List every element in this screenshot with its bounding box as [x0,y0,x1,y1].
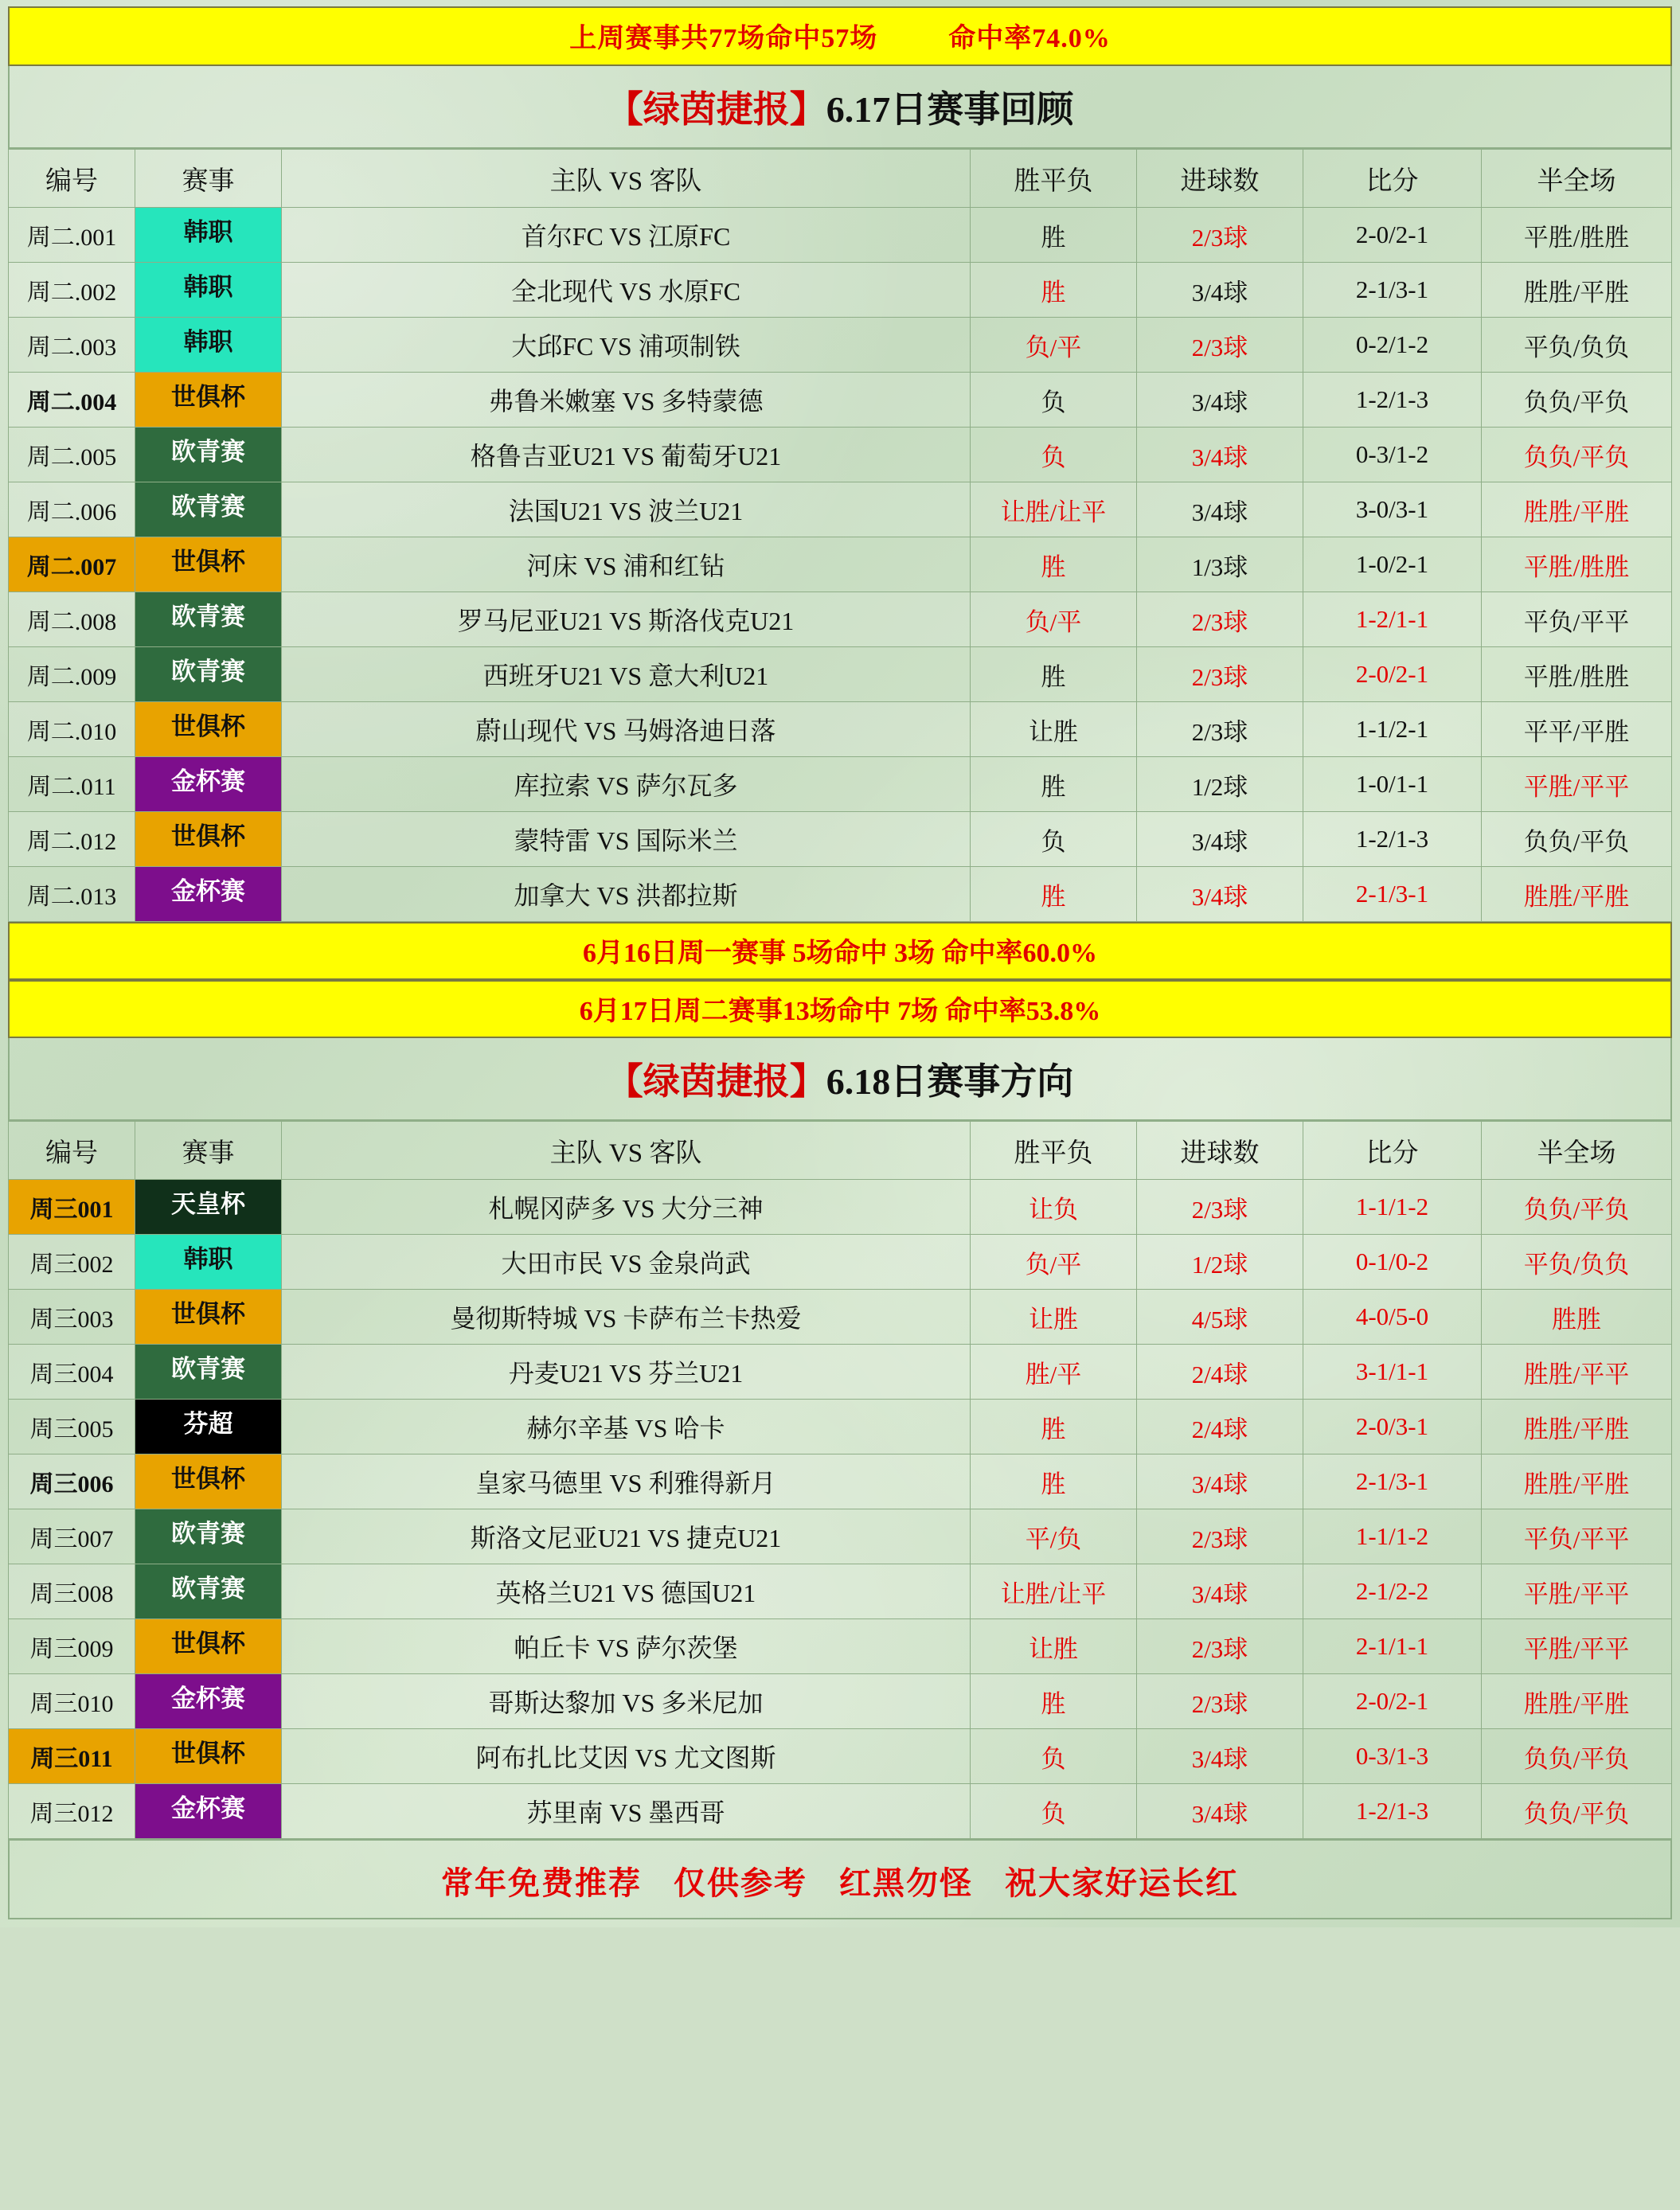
league-badge: 金杯赛 [135,1674,281,1728]
row-halftime-pick: 负负/平负 [1482,1729,1672,1784]
row-match: 法国U21 VS 波兰U21 [282,482,971,537]
row-score-pick: 1-0/1-1 [1303,757,1482,812]
row-score-pick: 1-1/2-1 [1303,702,1482,757]
table-row [9,1345,1672,1400]
row-league [135,1235,282,1290]
row-result-pick: 让胜/让平 [971,1564,1137,1619]
table-row [9,1729,1672,1784]
row-goals-pick: 4/5球 [1137,1290,1303,1345]
row-match: 西班牙U21 VS 意大利U21 [282,647,971,702]
row-number: 周二.011 [9,757,135,812]
row-halftime-pick: 平胜/胜胜 [1482,537,1672,592]
league-badge: 世俱杯 [135,1619,281,1673]
league-badge: 世俱杯 [135,1454,281,1509]
header-score: 比分 [1303,150,1482,208]
row-match: 库拉索 VS 萨尔瓦多 [282,757,971,812]
league-badge: 欧青赛 [135,428,281,482]
row-score-pick: 1-2/1-3 [1303,373,1482,428]
row-goals-pick: 1/2球 [1137,757,1303,812]
league-badge: 世俱杯 [135,812,281,866]
row-halftime-pick: 负负/平负 [1482,812,1672,867]
table-row [9,592,1672,647]
row-score-pick: 3-1/1-1 [1303,1345,1482,1400]
league-badge: 欧青赛 [135,482,281,537]
league-badge: 世俱杯 [135,373,281,427]
row-goals-pick: 2/3球 [1137,208,1303,263]
league-badge: 韩职 [135,1235,281,1289]
row-result-pick: 胜 [971,263,1137,318]
row-halftime-pick: 胜胜/平胜 [1482,1454,1672,1509]
row-halftime-pick: 平胜/平平 [1482,1564,1672,1619]
row-goals-pick: 1/2球 [1137,1235,1303,1290]
row-number: 周二.008 [9,592,135,647]
row-halftime-pick: 平胜/平平 [1482,1619,1672,1674]
league-badge: 金杯赛 [135,757,281,811]
row-league [135,757,282,812]
row-score-pick: 1-2/1-3 [1303,812,1482,867]
table-row [9,318,1672,373]
row-score-pick: 2-1/1-1 [1303,1619,1482,1674]
row-halftime-pick: 平负/平平 [1482,592,1672,647]
row-league [135,482,282,537]
row-number: 周二.010 [9,702,135,757]
header-league: 赛事 [135,150,282,208]
row-score-pick: 2-1/3-1 [1303,263,1482,318]
row-match: 全北现代 VS 水原FC [282,263,971,318]
row-goals-pick: 2/3球 [1137,592,1303,647]
row-halftime-pick: 胜胜/平胜 [1482,1674,1672,1729]
row-league [135,1619,282,1674]
row-league [135,867,282,922]
top-banner [8,6,1672,66]
section1-table [8,149,1672,922]
row-result-pick: 平/负 [971,1509,1137,1564]
league-badge: 世俱杯 [135,537,281,592]
row-league [135,812,282,867]
row-goals-pick: 3/4球 [1137,1729,1303,1784]
row-number: 周二.005 [9,428,135,482]
row-match: 苏里南 VS 墨西哥 [282,1784,971,1839]
header-ht: 半全场 [1482,1122,1672,1180]
table-row [9,702,1672,757]
row-score-pick: 1-1/1-2 [1303,1509,1482,1564]
row-goals-pick: 2/3球 [1137,647,1303,702]
section1-summary-1 [8,922,1672,980]
row-goals-pick: 2/4球 [1137,1345,1303,1400]
row-match: 帕丘卡 VS 萨尔茨堡 [282,1619,971,1674]
row-league [135,428,282,482]
table-row [9,812,1672,867]
section2-title-main: 6.18日赛事方向 [826,1061,1074,1102]
row-match: 札幌冈萨多 VS 大分三神 [282,1180,971,1235]
row-number: 周三007 [9,1509,135,1564]
row-goals-pick: 2/3球 [1137,1180,1303,1235]
summary1-left: 6月16日周一赛事 5场命中 3场 [583,939,935,968]
row-score-pick: 2-1/3-1 [1303,1454,1482,1509]
row-number: 周三002 [9,1235,135,1290]
row-goals-pick: 3/4球 [1137,428,1303,482]
row-score-pick: 1-2/1-1 [1303,592,1482,647]
top-banner-left: 上周赛事共77场命中57场 [569,24,878,53]
row-score-pick: 3-0/3-1 [1303,482,1482,537]
table-row [9,482,1672,537]
row-result-pick: 让胜/让平 [971,482,1137,537]
header-goals: 进球数 [1137,150,1303,208]
table-row [9,1674,1672,1729]
league-badge: 金杯赛 [135,867,281,921]
summary2-left: 6月17日周二赛事13场命中 7场 [579,997,939,1026]
row-number: 周三006 [9,1454,135,1509]
row-score-pick: 2-0/2-1 [1303,1674,1482,1729]
row-halftime-pick: 胜胜/平胜 [1482,1400,1672,1454]
row-score-pick: 2-0/3-1 [1303,1400,1482,1454]
row-goals-pick: 2/3球 [1137,318,1303,373]
row-halftime-pick: 负负/平负 [1482,1784,1672,1839]
row-league [135,1400,282,1454]
row-result-pick: 让负 [971,1180,1137,1235]
league-badge: 世俱杯 [135,1729,281,1783]
row-number: 周二.007 [9,537,135,592]
row-result-pick: 负/平 [971,1235,1137,1290]
league-badge: 世俱杯 [135,702,281,756]
row-league [135,1729,282,1784]
header-num: 编号 [9,150,135,208]
table-row [9,1454,1672,1509]
row-match: 河床 VS 浦和红钻 [282,537,971,592]
league-badge: 天皇杯 [135,1180,281,1234]
row-result-pick: 胜 [971,757,1137,812]
row-score-pick: 2-1/3-1 [1303,867,1482,922]
row-halftime-pick: 胜胜/平胜 [1482,867,1672,922]
row-league [135,537,282,592]
league-badge: 欧青赛 [135,1509,281,1564]
section1-summary-2 [8,980,1672,1038]
row-match: 首尔FC VS 江原FC [282,208,971,263]
top-banner-right: 命中率74.0% [948,24,1111,53]
row-number: 周三010 [9,1674,135,1729]
row-goals-pick: 3/4球 [1137,373,1303,428]
row-number: 周三001 [9,1180,135,1235]
row-number: 周三009 [9,1619,135,1674]
table-row [9,1509,1672,1564]
row-league [135,1454,282,1509]
row-league [135,1509,282,1564]
row-match: 丹麦U21 VS 芬兰U21 [282,1345,971,1400]
row-match: 蔚山现代 VS 马姆洛迪日落 [282,702,971,757]
bottom-note [8,1839,1672,1919]
row-goals-pick: 3/4球 [1137,1564,1303,1619]
league-badge: 芬超 [135,1400,281,1454]
row-match: 加拿大 VS 洪都拉斯 [282,867,971,922]
row-score-pick: 0-2/1-2 [1303,318,1482,373]
row-number: 周三004 [9,1345,135,1400]
row-result-pick: 胜 [971,208,1137,263]
row-goals-pick: 3/4球 [1137,1454,1303,1509]
row-goals-pick: 2/3球 [1137,1674,1303,1729]
row-league [135,373,282,428]
row-match: 大田市民 VS 金泉尚武 [282,1235,971,1290]
row-number: 周二.009 [9,647,135,702]
row-match: 皇家马德里 VS 利雅得新月 [282,1454,971,1509]
row-match: 哥斯达黎加 VS 多米尼加 [282,1674,971,1729]
row-score-pick: 0-1/0-2 [1303,1235,1482,1290]
row-halftime-pick: 负负/平负 [1482,373,1672,428]
row-match: 大邱FC VS 浦项制铁 [282,318,971,373]
row-league [135,702,282,757]
row-match: 阿布扎比艾因 VS 尤文图斯 [282,1729,971,1784]
summary1-right: 命中率60.0% [941,939,1097,968]
row-result-pick: 负/平 [971,592,1137,647]
row-league [135,1290,282,1345]
row-match: 曼彻斯特城 VS 卡萨布兰卡热爱 [282,1290,971,1345]
row-result-pick: 胜 [971,1674,1137,1729]
row-score-pick: 4-0/5-0 [1303,1290,1482,1345]
row-number: 周二.013 [9,867,135,922]
row-result-pick: 负 [971,428,1137,482]
league-badge: 欧青赛 [135,1564,281,1618]
row-league [135,263,282,318]
row-match: 蒙特雷 VS 国际米兰 [282,812,971,867]
section2-title-prefix: 【绿茵捷报】 [606,1061,826,1102]
row-league [135,592,282,647]
row-league [135,1784,282,1839]
table-row [9,1784,1672,1839]
row-number: 周三012 [9,1784,135,1839]
row-result-pick: 负 [971,1784,1137,1839]
row-result-pick: 让胜 [971,1619,1137,1674]
row-goals-pick: 2/4球 [1137,1400,1303,1454]
header-match: 主队 VS 客队 [282,150,971,208]
bottom-note-p1: 常年免费推荐 [441,1865,642,1901]
row-halftime-pick: 平胜/胜胜 [1482,647,1672,702]
table-row [9,1619,1672,1674]
row-halftime-pick: 负负/平负 [1482,428,1672,482]
row-result-pick: 负 [971,1729,1137,1784]
row-score-pick: 1-2/1-3 [1303,1784,1482,1839]
table-row [9,1235,1672,1290]
row-score-pick: 2-1/2-2 [1303,1564,1482,1619]
league-badge: 金杯赛 [135,1784,281,1838]
section2-title [8,1038,1672,1121]
row-match: 罗马尼亚U21 VS 斯洛伐克U21 [282,592,971,647]
section1-title-main: 6.17日赛事回顾 [826,89,1074,130]
row-halftime-pick: 胜胜/平胜 [1482,263,1672,318]
section2-header-row [9,1122,1672,1180]
league-badge: 欧青赛 [135,592,281,646]
row-match: 格鲁吉亚U21 VS 葡萄牙U21 [282,428,971,482]
table-row [9,757,1672,812]
league-badge: 欧青赛 [135,647,281,701]
row-result-pick: 胜 [971,867,1137,922]
row-halftime-pick: 平负/负负 [1482,318,1672,373]
row-number: 周三011 [9,1729,135,1784]
row-league [135,208,282,263]
row-league [135,318,282,373]
section2-table [8,1121,1672,1839]
row-halftime-pick: 胜胜/平胜 [1482,482,1672,537]
row-goals-pick: 3/4球 [1137,867,1303,922]
row-score-pick: 2-0/2-1 [1303,647,1482,702]
row-halftime-pick: 平负/负负 [1482,1235,1672,1290]
row-number: 周三008 [9,1564,135,1619]
row-result-pick: 负/平 [971,318,1137,373]
row-goals-pick: 3/4球 [1137,812,1303,867]
row-result-pick: 让胜 [971,702,1137,757]
row-result-pick: 负 [971,812,1137,867]
table-row [9,263,1672,318]
row-result-pick: 胜 [971,647,1137,702]
row-result-pick: 胜/平 [971,1345,1137,1400]
header-spf: 胜平负 [971,1122,1137,1180]
row-goals-pick: 2/3球 [1137,1619,1303,1674]
row-goals-pick: 3/4球 [1137,1784,1303,1839]
row-goals-pick: 3/4球 [1137,263,1303,318]
row-goals-pick: 2/3球 [1137,1509,1303,1564]
row-number: 周二.012 [9,812,135,867]
league-badge: 韩职 [135,318,281,372]
row-result-pick: 胜 [971,537,1137,592]
table-row [9,428,1672,482]
table-row [9,1290,1672,1345]
row-halftime-pick: 平负/平平 [1482,1509,1672,1564]
row-score-pick: 2-0/2-1 [1303,208,1482,263]
row-score-pick: 0-3/1-3 [1303,1729,1482,1784]
row-halftime-pick: 平胜/平平 [1482,757,1672,812]
row-match: 弗鲁米嫩塞 VS 多特蒙德 [282,373,971,428]
row-league [135,1564,282,1619]
header-goals: 进球数 [1137,1122,1303,1180]
header-match: 主队 VS 客队 [282,1122,971,1180]
row-result-pick: 让胜 [971,1290,1137,1345]
row-score-pick: 1-1/1-2 [1303,1180,1482,1235]
header-ht: 半全场 [1482,150,1672,208]
row-result-pick: 胜 [971,1454,1137,1509]
league-badge: 欧青赛 [135,1345,281,1399]
row-league [135,1180,282,1235]
league-badge: 韩职 [135,208,281,262]
bottom-note-p4: 祝大家好运长红 [1005,1865,1239,1901]
row-match: 英格兰U21 VS 德国U21 [282,1564,971,1619]
bottom-note-p2: 仅供参考 [674,1865,807,1901]
header-spf: 胜平负 [971,150,1137,208]
row-league [135,1674,282,1729]
section1-header-row [9,150,1672,208]
row-match: 赫尔辛基 VS 哈卡 [282,1400,971,1454]
row-result-pick: 负 [971,373,1137,428]
row-score-pick: 1-0/2-1 [1303,537,1482,592]
row-halftime-pick: 负负/平负 [1482,1180,1672,1235]
header-league: 赛事 [135,1122,282,1180]
section1-title-prefix: 【绿茵捷报】 [606,89,826,130]
row-halftime-pick: 平平/平胜 [1482,702,1672,757]
row-number: 周三003 [9,1290,135,1345]
bottom-note-p3: 红黑勿怪 [839,1865,973,1901]
summary2-right: 命中率53.8% [944,997,1101,1026]
row-goals-pick: 2/3球 [1137,702,1303,757]
row-number: 周二.004 [9,373,135,428]
table-row [9,867,1672,922]
row-number: 周二.003 [9,318,135,373]
row-number: 周二.001 [9,208,135,263]
row-number: 周三005 [9,1400,135,1454]
row-halftime-pick: 平胜/胜胜 [1482,208,1672,263]
row-halftime-pick: 胜胜 [1482,1290,1672,1345]
row-league [135,1345,282,1400]
row-goals-pick: 3/4球 [1137,482,1303,537]
table-row [9,373,1672,428]
row-number: 周二.006 [9,482,135,537]
section1-title [8,66,1672,149]
row-halftime-pick: 胜胜/平平 [1482,1345,1672,1400]
table-row [9,208,1672,263]
row-score-pick: 0-3/1-2 [1303,428,1482,482]
row-goals-pick: 1/3球 [1137,537,1303,592]
table-row [9,537,1672,592]
table-row [9,1180,1672,1235]
table-row [9,647,1672,702]
header-score: 比分 [1303,1122,1482,1180]
header-num: 编号 [9,1122,135,1180]
row-result-pick: 胜 [971,1400,1137,1454]
table-row [9,1564,1672,1619]
league-badge: 世俱杯 [135,1290,281,1344]
table-row [9,1400,1672,1454]
row-league [135,647,282,702]
row-number: 周二.002 [9,263,135,318]
row-match: 斯洛文尼亚U21 VS 捷克U21 [282,1509,971,1564]
league-badge: 韩职 [135,263,281,317]
